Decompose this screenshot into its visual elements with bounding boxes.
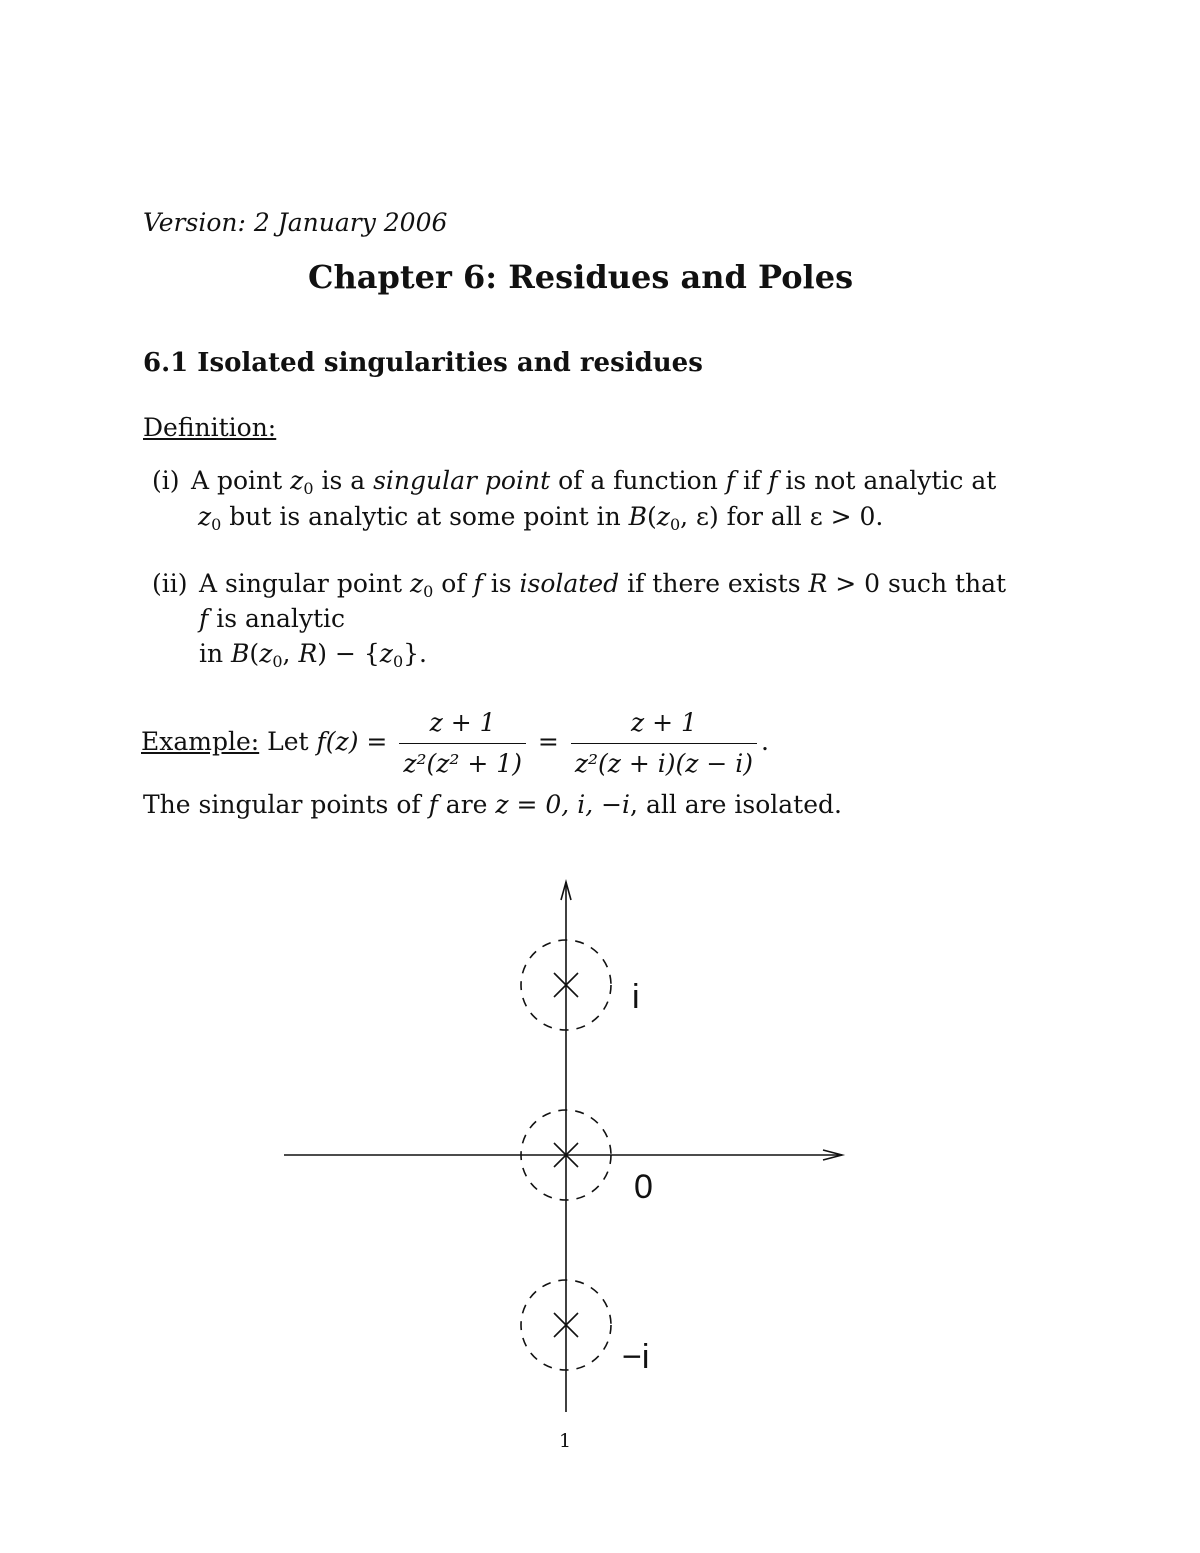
label-i: i — [632, 978, 640, 1016]
definition-ii-line1: A singular point $z_0$ of f is isolated if there exists R > 0 such that — [199, 569, 1007, 601]
definition-ii-line2: f is analytic — [199, 604, 346, 633]
fraction-2: $\frac{z + 1}{\text{z²(z + i)(z − i)}}$ — [571, 706, 757, 781]
fraction-1: $\frac{z + 1}{\text{z²(z² + 1)}}$ — [399, 706, 526, 781]
example-equation: Example: Let f(z) = $\frac{z + 1}{\text{z²(z² + 1)}}$ = $\frac{z + 1}{\text{z²(z + i)(z − i)}}$ . — [141, 706, 769, 781]
label-0: 0 — [634, 1168, 653, 1206]
example-label: Example: — [141, 727, 260, 756]
version-line: Version: 2 January 2006 — [143, 208, 448, 237]
chapter-title: Chapter 6: Residues and Poles — [308, 258, 854, 296]
definition-i-marker: (i) — [152, 466, 180, 495]
definition-ii-line3: in $B(z_0$, $R) - \{z_0\}$. — [199, 639, 427, 671]
label-minus-i: −i — [622, 1338, 650, 1376]
definition-i-line2: $z_0$ but is analytic at some point in $B(z_0$, ε) for all ε > 0. — [198, 502, 884, 534]
definition-ii-marker: (ii) — [152, 569, 188, 598]
conclusion-line: The singular points of f are z = 0, i, −i, all are isolated. — [143, 790, 842, 819]
page-number: 1 — [559, 1430, 572, 1452]
section-title: 6.1 Isolated singularities and residues — [143, 348, 703, 378]
definition-i-line1: A point $z_0$ is a singular point of a function f if f is not analytic at — [191, 466, 997, 498]
definition-label: Definition: — [143, 413, 277, 442]
